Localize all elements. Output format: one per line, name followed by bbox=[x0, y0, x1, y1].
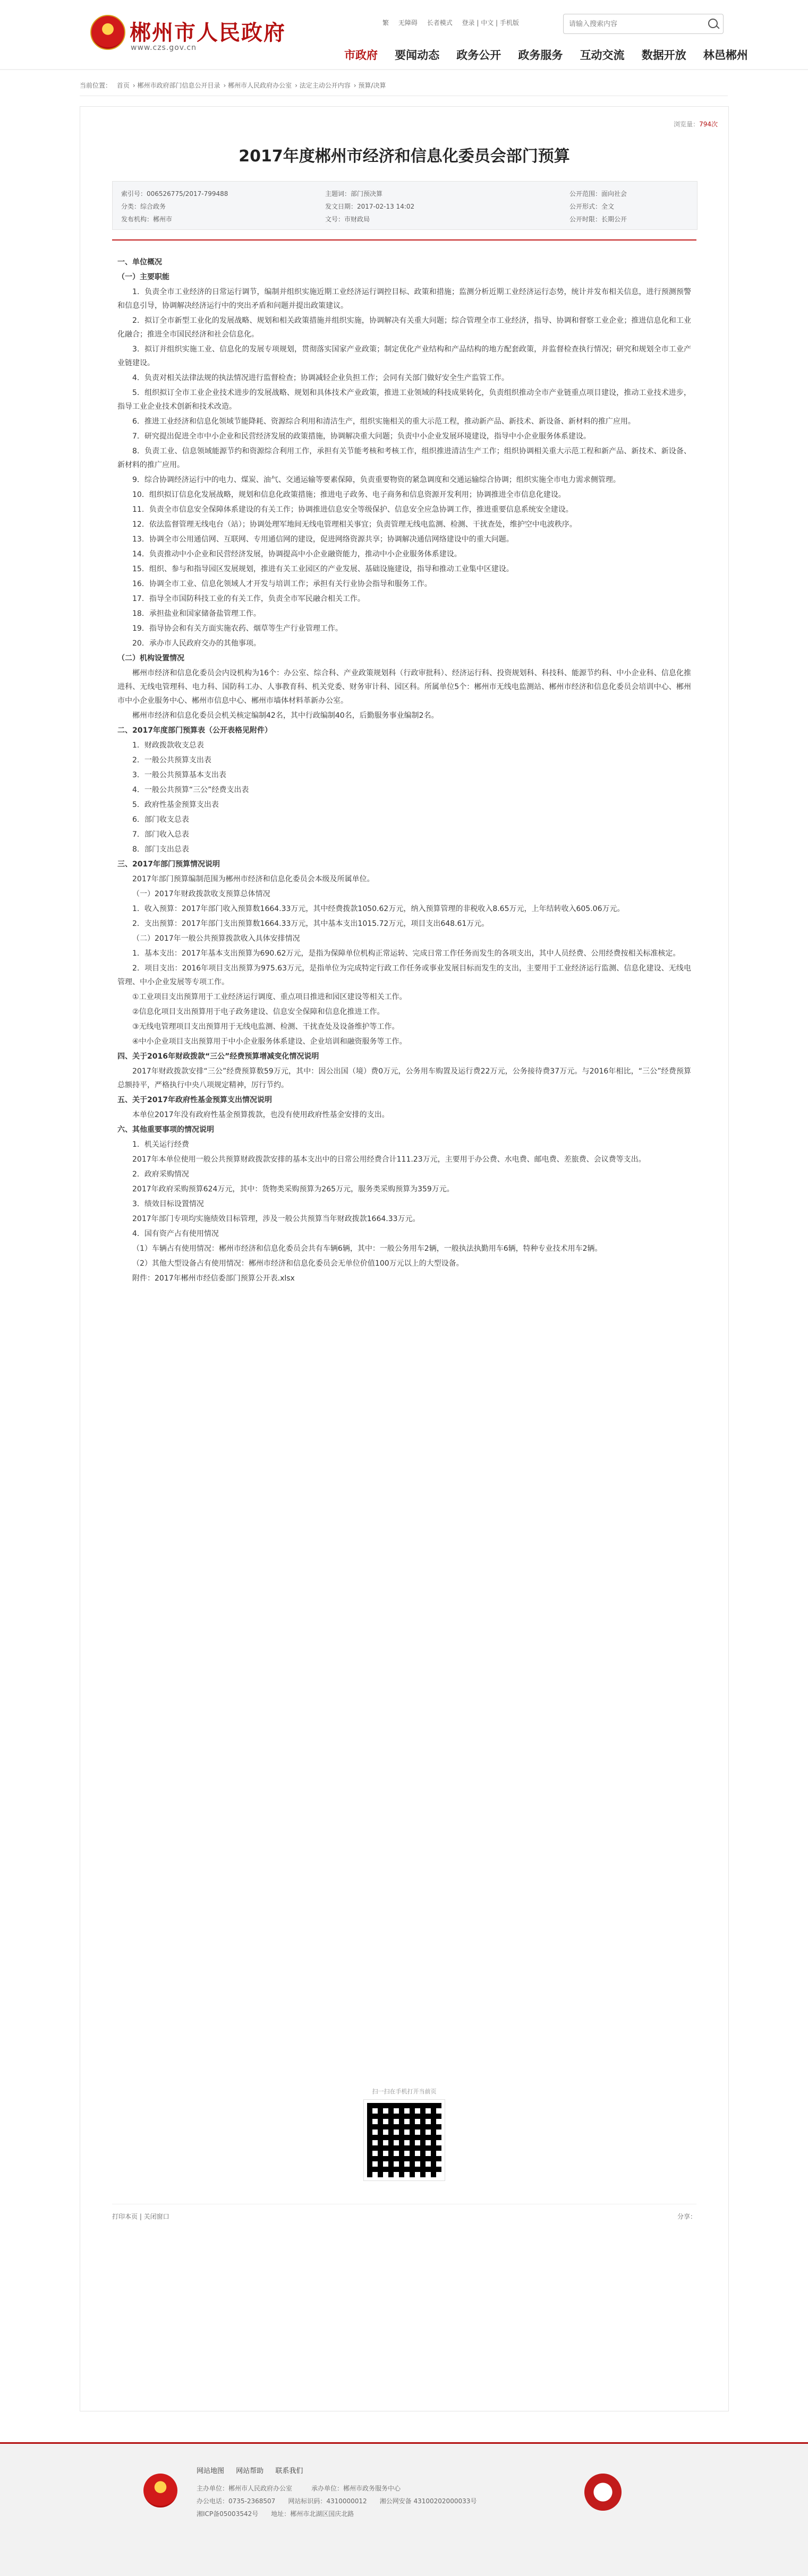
body-paragraph: 7．部门收入总表 bbox=[132, 830, 189, 839]
body-paragraph: 6．部门收支总表 bbox=[132, 815, 189, 824]
footer-line: 湘ICP备05003542号 地址：郴州市北湖区国庆北路 bbox=[197, 2510, 354, 2518]
breadcrumb-catalog[interactable]: 郴州市政府部门信息公开目录 bbox=[137, 82, 220, 89]
document-meta bbox=[112, 181, 698, 230]
nav-item-interaction[interactable]: 互动交流 bbox=[580, 49, 625, 62]
body-paragraph: 1．机关运行经费 bbox=[132, 1140, 189, 1149]
footer-link-help[interactable]: 网站帮助 bbox=[236, 2467, 264, 2475]
body-paragraph: 4．负责对相关法律法规的执法情况进行监督检查；协调减轻企业负担工作；会同有关部门做好安全生产监管工作。 bbox=[132, 374, 509, 382]
section-heading: 二、2017年度部门预算表（公开表格见附件） bbox=[117, 726, 272, 735]
body-paragraph: 18．承担盐业和国家储备盐管理工作。 bbox=[132, 609, 261, 618]
body-paragraph: 16．协调全市工业、信息化领域人才开发与培训工作；承担有关行业协会指导和服务工作。 bbox=[132, 580, 432, 588]
site-footer bbox=[0, 2442, 808, 2576]
search-box bbox=[563, 14, 724, 34]
top-link-accessibility[interactable]: 无障碍 bbox=[398, 19, 418, 27]
breadcrumb-office[interactable]: 郴州市人民政府办公室 bbox=[228, 82, 292, 89]
body-paragraph: 7．研究提出促进全市中小企业和民营经济发展的政策措施，协调解决重大问题；负责中小企业发展环境建设，指导中小企业服务体系建设。 bbox=[132, 432, 591, 441]
meta-term: 公开时限：长期公开 bbox=[569, 216, 627, 223]
view-count-label: 浏览量： bbox=[674, 121, 700, 128]
qr-label: 扫一扫在手机打开当前页 bbox=[372, 2088, 437, 2095]
body-paragraph: 3．一般公共预算基本支出表 bbox=[132, 771, 226, 779]
qr-section bbox=[362, 2087, 447, 2180]
body-paragraph: 5．组织拟订全市工业企业技术进步的发展战略、规划和具体技术产业政策，推进工业领域的科技成果转化，负责组织推动全市产业链重点项目建设，推动工业技术进步，指导工业企业技术创新和技术改造。 bbox=[117, 389, 691, 411]
body-paragraph: 8．部门支出总表 bbox=[132, 845, 189, 854]
body-paragraph: 2．政府采购情况 bbox=[132, 1170, 189, 1179]
breadcrumb-prefix: 当前位置： bbox=[80, 82, 112, 89]
body-paragraph: 8．负责工业、信息领域能源节约和资源综合利用工作，承担有关节能考核和考核工作，组织推进清洁生产工作；组织协调相关重大示范工程和新产品、新技术、新设备、新材料的推广应用。 bbox=[117, 447, 691, 469]
view-count bbox=[674, 119, 718, 128]
body-paragraph: 5．政府性基金预算支出表 bbox=[132, 801, 219, 809]
meta-scope: 公开范围：面向社会 bbox=[569, 190, 627, 198]
body-paragraph: （二）2017年一般公共预算拨款收入具体安排情况 bbox=[132, 934, 300, 943]
section-heading: （二）机构设置情况 bbox=[117, 654, 184, 663]
body-paragraph: （1）车辆占有使用情况：郴州市经济和信息化委员会共有车辆6辆，其中：一般公务用车2辆，一般执法执勤用车6辆，特种专业技术用车2辆。 bbox=[132, 1244, 602, 1253]
body-paragraph: 12．依法监督管理无线电台（站）；协调处理军地间无线电管理相关事宜；负责管理无线电监测、检测、干扰查处，维护空中电波秩序。 bbox=[132, 520, 577, 529]
body-paragraph: ②信息化项目支出预算用于电子政务建设、信息安全保障和信息化推进工作。 bbox=[132, 1008, 385, 1016]
meta-subject: 主题词：部门预决算 bbox=[325, 190, 383, 198]
body-paragraph: 郴州市经济和信息化委员会内设机构为16个：办公室、综合科、产业政策规划科（行政审批科）、经济运行科、投资规划科、科技科、能源节约科、中小企业科、信息化推进科、无线电管理科、电力科、国防科工办、人事教育科、机关党委、财务审计科、园区科。所属单位5个：郴州市无线电监测站、郴州市经济和信息化委员会培训中心、郴州市中小企业服务中心、郴州市信息中心、郴州市墙体材料革新办公室。 bbox=[117, 669, 691, 705]
body-paragraph: 10．组织拟订信息化发展战略，规划和信息化政策措施；推进电子政务、电子商务和信息资源开发利用；协调推进全市信息化建设。 bbox=[132, 491, 566, 499]
meta-doc-no: 文号：市财政局 bbox=[325, 216, 370, 223]
body-paragraph: 13．协调全市公用通信网、互联网、专用通信网的建设，促进网络资源共享；协调解决通信网络建设中的重大问题。 bbox=[132, 535, 514, 544]
body-paragraph: 2017年部门预算编制范围为郴州市经济和信息化委员会本级及所属单位。 bbox=[132, 875, 375, 883]
body-paragraph: 2．拟订全市新型工业化的发展战略、规划和相关政策措施并组织实施，协调解决有关重大问题；综合管理全市工业经济，指导、协调和督察工业企业；推进信息化和工业化融合；推进全市国民经济和社会信息化。 bbox=[117, 316, 691, 339]
body-paragraph: 3．拟订并组织实施工业、信息化的发展专项规划，贯彻落实国家产业政策；制定优化产业结构和产品结构的地方配套政策，并监督检查执行情况；研究和规划全市工业产业链建设。 bbox=[117, 345, 691, 367]
body-paragraph: 1．财政拨款收支总表 bbox=[132, 741, 204, 750]
body-paragraph: 本单位2017年没有政府性基金预算拨款，也没有使用政府性基金安排的支出。 bbox=[132, 1111, 389, 1119]
footer-links bbox=[197, 2465, 312, 2475]
body-paragraph: 2．一般公共预算支出表 bbox=[132, 756, 211, 765]
article-container bbox=[80, 106, 729, 2411]
view-count-value: 794次 bbox=[699, 121, 718, 128]
site-header bbox=[0, 0, 808, 69]
party-gov-badge-icon[interactable] bbox=[584, 2474, 622, 2511]
body-paragraph: 2．项目支出：2016年项目支出预算为975.63万元，是指单位为完成特定行政工作任务或事业发展目标而发生的支出，主要用于工业经济运行监测、信息化建设、无线电管理、中小企业发展等专项工作。 bbox=[117, 964, 691, 986]
footer-link-contact[interactable]: 联系我们 bbox=[275, 2467, 303, 2475]
section-heading: 三、2017年部门预算情况说明 bbox=[117, 860, 220, 869]
body-paragraph: 2017年财政拨款安排“三公”经费预算数59万元，其中：因公出国（境）费0万元，公务用车购置及运行费22万元，公务接待费37万元。与2016年相比，“三公”经费预算总额持平，严格执行中央八项规定精神，厉行节约。 bbox=[117, 1067, 691, 1089]
body-paragraph: 2017年本单位使用一般公共预算财政拨款安排的基本支出中的日常公用经费合计111.23万元，主要用于办公费、水电费、邮电费、差旅费、会议费等支出。 bbox=[132, 1155, 646, 1164]
breadcrumb-content[interactable]: 法定主动公开内容 bbox=[299, 82, 351, 89]
footer-line: 主办单位：郴州市人民政府办公室 承办单位：郴州市政务服务中心 bbox=[197, 2485, 401, 2492]
footer-info bbox=[197, 2482, 477, 2520]
body-paragraph: 2017年部门专项均实施绩效目标管理，涉及一般公共预算当年财政拨款1664.33万元。 bbox=[132, 1215, 420, 1223]
section-heading: 四、关于2016年财政拨款“三公”经费预算增减变化情况说明 bbox=[117, 1052, 319, 1061]
body-paragraph: 15．组织、参与和指导园区发展规划，推进有关工业园区的产业发展、基础设施建设，指导和推动工业集中区建设。 bbox=[132, 565, 514, 573]
qr-code-icon bbox=[364, 2100, 445, 2180]
section-heading: 五、关于2017年政府性基金预算支出情况说明 bbox=[117, 1096, 272, 1104]
title-divider bbox=[112, 239, 696, 241]
body-paragraph: ①工业项目支出预算用于工业经济运行调度、重点项目推进和园区建设等相关工作。 bbox=[132, 993, 407, 1001]
footer-emblem-icon bbox=[143, 2474, 177, 2508]
body-paragraph: 4．一般公共预算“三公”经费支出表 bbox=[132, 786, 249, 794]
footer-line: 办公电话：0735-2368507 网站标识码：4310000012 湘公网安备 43100202000033号 bbox=[197, 2497, 477, 2505]
breadcrumb: 当前位置： 首页 › 郴州市政府部门信息公开目录 › 郴州市人民政府办公室 › 法定主动公开内容 › 预算/决算 bbox=[80, 81, 728, 96]
top-link-traditional[interactable]: 繁 bbox=[382, 19, 389, 27]
body-paragraph: 2017年政府采购预算624万元，其中：货物类采购预算为265万元，服务类采购预算为359万元。 bbox=[132, 1185, 454, 1193]
nav-item-open-data[interactable]: 数据开放 bbox=[641, 49, 686, 62]
meta-date: 发文日期：2017-02-13 14:02 bbox=[325, 203, 415, 210]
body-paragraph: 郴州市经济和信息化委员会机关核定编制42名，其中行政编制40名，后勤服务事业编制2名。 bbox=[132, 711, 439, 720]
meta-category: 分类：综合政务 bbox=[121, 203, 166, 210]
top-link-elder-mode[interactable]: 长者模式 bbox=[427, 19, 453, 27]
nav-item-linyi-chenzhou[interactable]: 林邑郴州 bbox=[703, 49, 748, 62]
article-tools bbox=[112, 2204, 696, 2221]
search-icon[interactable] bbox=[708, 19, 718, 28]
site-url: www.czs.gov.cn bbox=[131, 44, 197, 52]
body-paragraph: ④中小企业项目支出预算用于中小企业服务体系建设、企业培训和融资服务等工作。 bbox=[132, 1037, 407, 1046]
meta-issuer: 发布机构：郴州市 bbox=[121, 216, 173, 223]
body-paragraph: 附件：2017年郴州市经信委部门预算公开表.xlsx bbox=[132, 1274, 295, 1283]
body-paragraph: 6．推进工业经济和信息化领域节能降耗、资源综合利用和清洁生产，组织实施相关的重大示范工程，推动新产品、新技术、新设备、新材料的推广应用。 bbox=[132, 417, 635, 426]
body-paragraph: 19．指导协会和有关方面实施农药、烟草等生产行业管理工作。 bbox=[132, 624, 343, 633]
nav-item-news[interactable]: 要闻动态 bbox=[395, 49, 440, 62]
main-nav bbox=[344, 47, 763, 66]
body-paragraph: 2．支出预算：2017年部门支出预算数1664.33万元，其中基本支出1015.72万元，项目支出648.61万元。 bbox=[132, 920, 489, 928]
body-paragraph: （一）2017年财政拨款收支预算总体情况 bbox=[132, 890, 270, 898]
body-paragraph: 3．绩效目标设置情况 bbox=[132, 1200, 204, 1208]
body-paragraph: 14．负责推动中小企业和民营经济发展，协调提高中小企业融资能力，推动中小企业服务体系建设。 bbox=[132, 550, 462, 559]
body-paragraph: 20．承办市人民政府交办的其他事项。 bbox=[132, 639, 261, 648]
nav-item-open-government[interactable]: 政务公开 bbox=[456, 49, 501, 62]
body-paragraph: 11．负责全市信息安全保障体系建设的有关工作；协调推进信息安全等级保护、信息安全应急协调工作，推进重要信息系统安全建设。 bbox=[132, 505, 573, 514]
search-input[interactable] bbox=[568, 18, 698, 30]
section-heading: 一、单位概况 bbox=[117, 258, 162, 267]
national-emblem-icon bbox=[90, 15, 125, 50]
page-title: 2017年度郴州市经济和信息化委员会部门预算 bbox=[239, 147, 570, 166]
body-paragraph: 4．国有资产占有使用情况 bbox=[132, 1230, 219, 1238]
meta-index-no: 索引号：006526775/2017-799488 bbox=[121, 190, 228, 198]
section-heading: 六、其他重要事项的情况说明 bbox=[117, 1126, 214, 1134]
body-paragraph: 9．综合协调经济运行中的电力、煤炭、油气、交通运输等要素保障，负责重要物资的紧急调度和交通运输综合协调；组织实施全市电力需求侧管理。 bbox=[132, 476, 620, 484]
body-paragraph: 1．负责全市工业经济的日常运行调节，编制并组织实施近期工业经济运行调控目标、政策和措施；监测分析近期工业经济运行态势，统计并发布相关信息，进行预测预警和信息引导，协调解决经济运行中的突出矛盾和问题并提出政策建议。 bbox=[117, 288, 691, 310]
nav-item-government[interactable]: 市政府 bbox=[344, 49, 378, 62]
meta-form: 公开形式：全文 bbox=[569, 203, 615, 210]
top-links bbox=[382, 18, 526, 27]
body-paragraph: ③无线电管理项目支出预算用于无线电监测、检测、干扰查处及设备维护等工作。 bbox=[132, 1023, 399, 1031]
footer-link-sitemap[interactable]: 网站地图 bbox=[197, 2467, 225, 2475]
section-heading: （一）主要职能 bbox=[117, 273, 169, 281]
body-paragraph: 1．收入预算：2017年部门收入预算数1664.33万元，其中经费拨款1050.62万元，纳入预算管理的非税收入8.65万元，上年结转收入605.06万元。 bbox=[132, 905, 625, 913]
breadcrumb-budget[interactable]: 预算/决算 bbox=[358, 82, 386, 89]
body-paragraph: 17．指导全市国防科技工业的有关工作，负责全市军民融合相关工作。 bbox=[132, 595, 365, 603]
breadcrumb-home[interactable]: 首页 bbox=[116, 82, 130, 89]
share-label[interactable]: 分享： bbox=[677, 2213, 696, 2220]
body-paragraph: （2）其他大型设备占有使用情况：郴州市经济和信息化委员会无单位价值100万元以上的大型设备。 bbox=[132, 1259, 464, 1268]
body-paragraph: 1．基本支出：2017年基本支出预算为690.62万元，是指为保障单位机构正常运转、完成日常工作任务而发生的各项支出，其中人员经费、公用经费按相关标准核定。 bbox=[132, 949, 681, 958]
article-body bbox=[117, 255, 691, 1286]
top-link-login[interactable]: 登录 | 中文 | 手机版 bbox=[462, 19, 519, 27]
site-title[interactable]: 郴州市人民政府 bbox=[130, 20, 286, 45]
nav-item-services[interactable]: 政务服务 bbox=[518, 49, 563, 62]
print-close-links[interactable]: 打印本页 | 关闭窗口 bbox=[112, 2213, 169, 2220]
